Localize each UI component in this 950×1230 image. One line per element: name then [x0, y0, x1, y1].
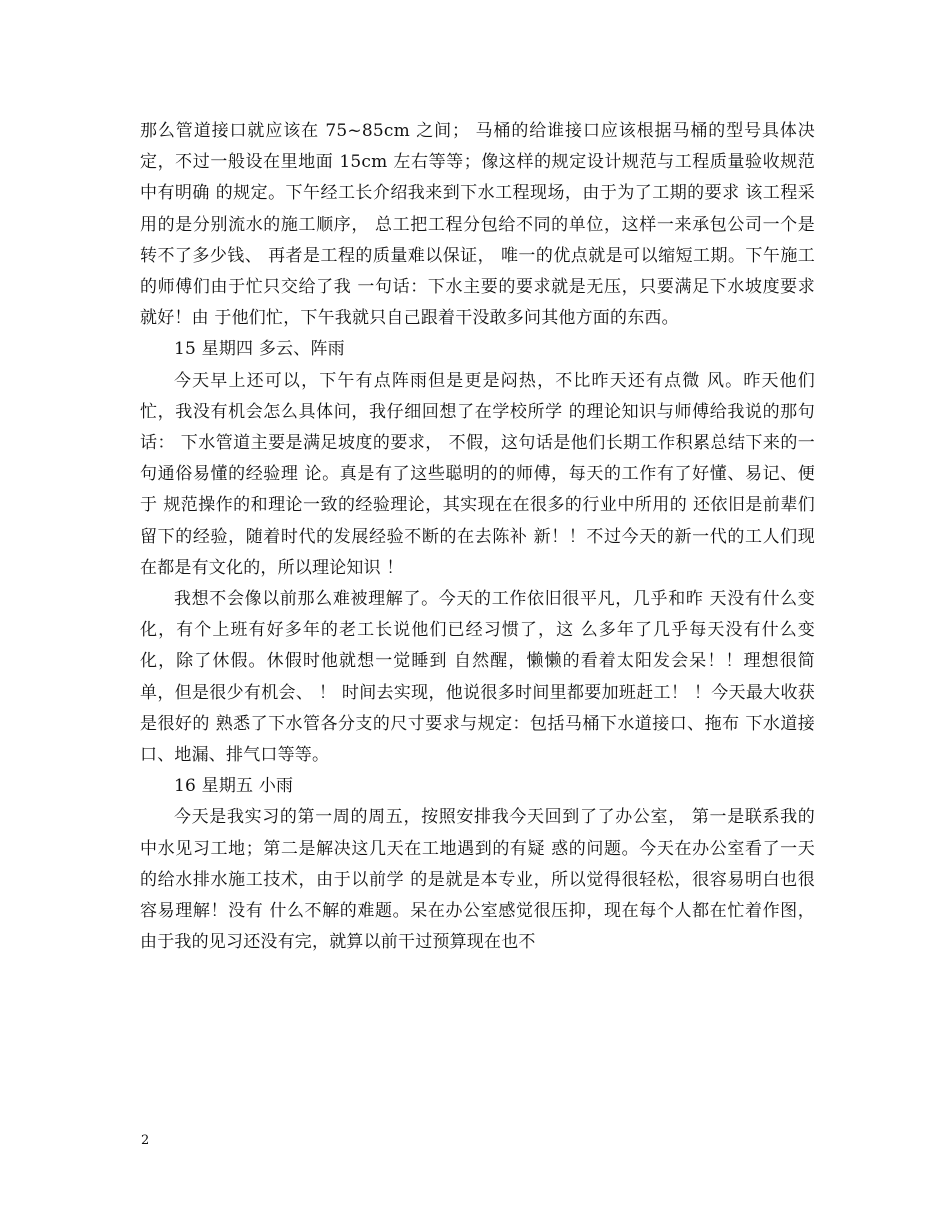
document-body — [140, 116, 815, 958]
section-heading-16: 16 星期五 小雨 — [174, 776, 294, 797]
page-number: 2 — [141, 1133, 150, 1148]
paragraph-3: 我想不会像以前那么难被理解了。今天的工作依旧很平凡，几乎和昨 天没有什么变化，有个上班有好多年的老工长说他们已经习惯了，这 么多年了几乎每天没有什么变化，除了休假。休假时他就想一觉睡到 自然醒，懒懒的看着太阳发会呆！！理想很简单，但是很少有机会、 ！ 时间去实现，他说很多时间里都要加班赶工！ ！今天最大收获是很好的 熟悉了下水管各分支的尺寸要求与规定：包括马桶下水道接口、拖布 下水道接口、地漏、排气口等等。 — [140, 589, 815, 766]
paragraph-4: 今天是我实习的第一周的周五，按照安排我今天回到了了办公室， 第一是联系我的中水见习工地；第二是解决这几天在工地遇到的有疑 惑的问题。今天在办公室看了一天的给水排水施工技术，由于以前学 的是就是本专业，所以觉得很轻松，很容易明白也很容易理解！没有 什么不解的难题。呆在办公室感觉很压抑，现在每个人都在忙着作图， 由于我的见习还没有完，就算以前干过预算现在也不 — [140, 807, 815, 953]
paragraph-2: 今天早上还可以，下午有点阵雨但是更是闷热，不比昨天还有点微 风。昨天他们忙，我没有机会怎么具体问，我仔细回想了在学校所学 的理论知识与师傅给我说的那句话： 下水管道主要是满足坡度的要求， 不假，这句话是他们长期工作积累总结下来的一句通俗易懂的经验理 论。真是有了这些聪明的的师傅，每天的工作有了好懂、易记、便于 规范操作的和理论一致的经验理论，其实现在在很多的行业中所用的 还依旧是前辈们留下的经验，随着时代的发展经验不断的在去陈补 新！！不过今天的新一代的工人们现在都是有文化的，所以理论知识 ！ — [140, 370, 815, 578]
paragraph-1: 那么管道接口就应该在 75~85cm 之间； 马桶的给谁接口应该根据马桶的型号具体决定，不过一般设在里地面 15cm 左右等等；像这样的规定设计规范与工程质量验收规范中有明确 的规定。下午经工长介绍我来到下水工程现场，由于为了工期的要求 该工程采用的是分别流水的施工顺序， 总工把工程分包给不同的单位，这样一来承包公司一个是转不了多少钱、 再者是工程的质量难以保证， 唯一的优点就是可以缩短工期。下午施工的师傅们由于忙只交给了我 一句话：下水主要的要求就是无压，只要满足下水坡度要求就好！由 于他们忙，下午我就只自己跟着干没敢多问其他方面的东西。 — [140, 121, 815, 329]
section-heading-15: 15 星期四 多云、阵雨 — [174, 339, 345, 360]
